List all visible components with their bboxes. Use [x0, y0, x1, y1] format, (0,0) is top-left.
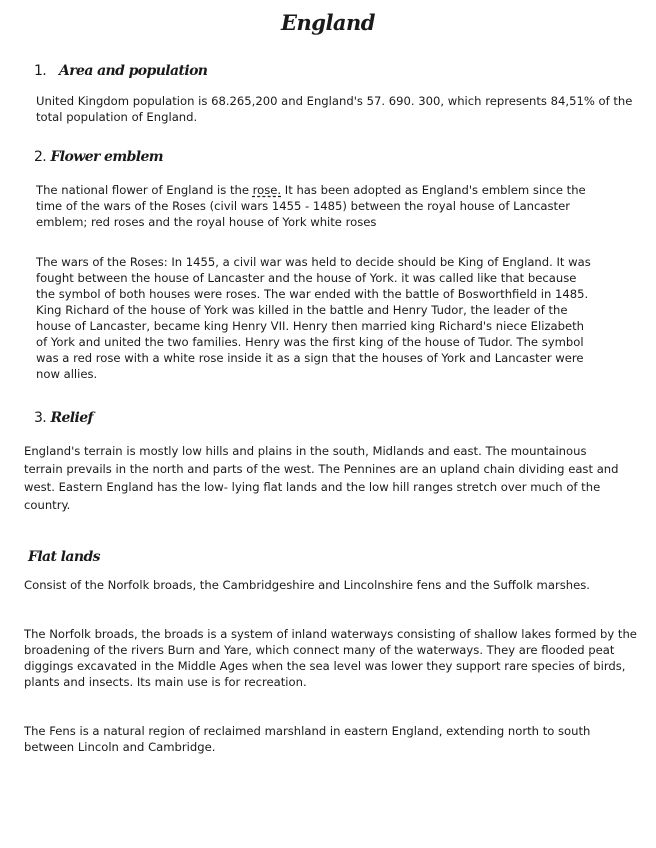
rose-link[interactable]: rose.	[252, 183, 282, 197]
section-number: 1.	[34, 63, 47, 79]
flower-intro-text: The national flower of England is the	[36, 183, 253, 197]
area-paragraph: United Kingdom population is 68.265,200 and England's 57. 690. 300, which represents 84,51% of the total population of England.	[36, 94, 633, 124]
section-title: Flower emblem	[50, 149, 164, 165]
wars-of-roses-paragraph: The wars of the Roses: In 1455, a civil war was held to decide should be King of England. It was fought between the house of Lancaster and the house of York. it was called like that because the symbol of both houses were roses. The war ended with the battle of Bosworthfield in 1485. King Richard of the house of York was killed in the battle and Henry Tudor, the leader of the house of Lancaster, became king Henry VII. Henry then married king Richard's niece Elizabeth of York and united the two families. Henry was the first king of the house of Tudor. The symbol was a red rose with a white rose inside it as a sign that the houses of York and Lancaster were now allies.	[36, 255, 591, 381]
section-number: 3.	[34, 410, 47, 426]
section-number: 2.	[34, 149, 47, 165]
section-title: Area and population	[59, 63, 208, 79]
section-heading-area	[34, 63, 207, 79]
flower-intro-text-cont: It has been adopted as England's emblem since the time of the wars of the Roses (civil wars 1455 - 1485) between the royal house of Lancaster emblem; red roses and the royal house of York white roses	[36, 183, 586, 229]
section-heading-flower	[34, 149, 163, 165]
section-heading-relief	[34, 410, 93, 426]
flatlands-paragraph-3: The Fens is a natural region of reclaimed marshland in eastern England, extending north to south between Lincoln and Cambridge.	[24, 724, 591, 754]
section-title: Relief	[50, 410, 93, 426]
section-heading-flatlands: Flat lands	[28, 549, 100, 565]
flatlands-paragraph-2: The Norfolk broads, the broads is a system of inland waterways consisting of shallow lakes formed by the broadening of the rivers Burn and Yare, which connect many of the waterways. They are flooded peat diggings excavated in the Middle Ages when the sea level was lower they support rare species of birds, plants and insects. Its main use is for recreation.	[24, 627, 637, 689]
page-title: England	[281, 10, 375, 35]
flower-intro-paragraph	[36, 182, 596, 230]
flatlands-paragraph-1: Consist of the Norfolk broads, the Cambridgeshire and Lincolnshire fens and the Suffolk marshes.	[24, 578, 590, 592]
relief-paragraph: England's terrain is mostly low hills and plains in the south, Midlands and east. The mountainous terrain prevails in the north and parts of the west. The Pennines are an upland chain dividing east and west. Eastern England has the low- lying flat lands and the low hill ranges stretch over much of the country.	[24, 444, 619, 512]
